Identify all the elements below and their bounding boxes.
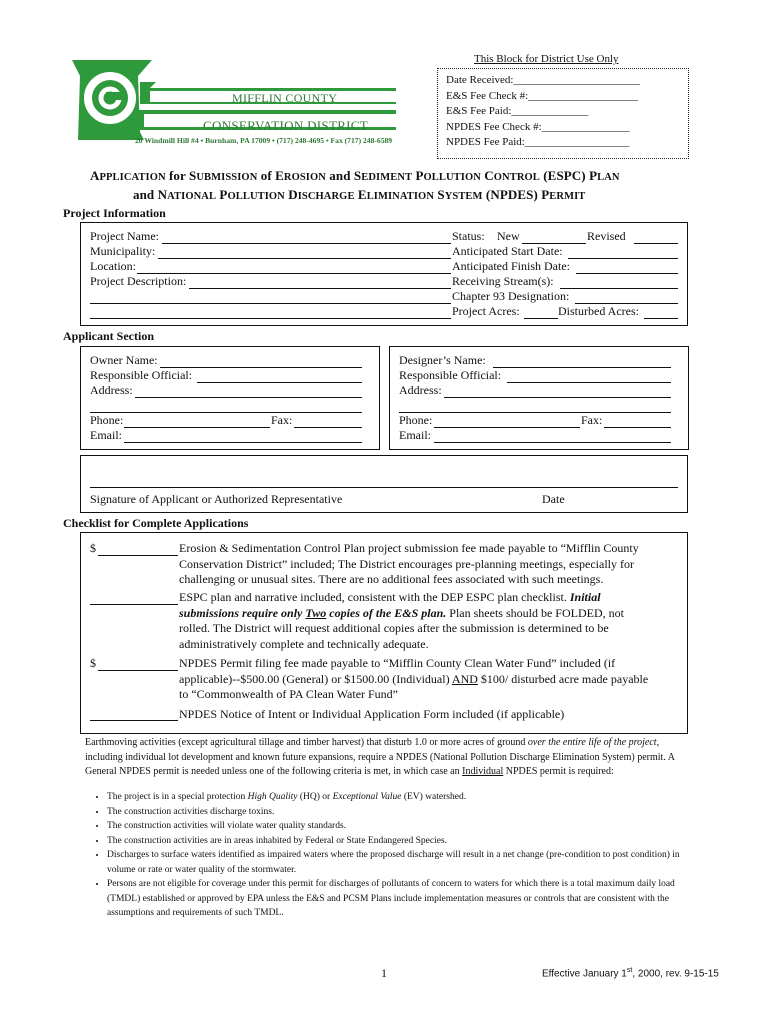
checklist-item4-text: NPDES Notice of Intent or Individual Application Form included (if applicable) xyxy=(179,707,565,721)
receiving-stream-label: Receiving Stream(s): xyxy=(452,274,554,288)
start-date-input[interactable] xyxy=(568,258,678,259)
owner-address-input-2[interactable] xyxy=(90,412,362,413)
finish-date-label: Anticipated Finish Date: xyxy=(452,259,570,273)
date-received-field[interactable]: Date Received:_______________________ xyxy=(446,74,640,86)
designer-name-label: Designer’s Name: xyxy=(399,353,486,367)
checklist-item1-dollar: $ xyxy=(90,541,96,555)
owner-fax-input[interactable] xyxy=(294,427,362,428)
status-new-option: New xyxy=(497,229,520,243)
project-name-input[interactable] xyxy=(162,243,451,244)
location-label: Location: xyxy=(90,259,136,273)
project-acres-input[interactable] xyxy=(524,318,558,319)
designer-email-input[interactable] xyxy=(434,442,671,443)
es-fee-paid-field[interactable]: E&S Fee Paid:______________ xyxy=(446,105,589,117)
signature-label: Signature of Applicant or Authorized Representative xyxy=(90,492,343,506)
owner-official-input[interactable] xyxy=(197,382,362,383)
checklist-item2-blank[interactable] xyxy=(90,604,178,605)
designer-phone-label: Phone: xyxy=(399,413,433,427)
project-description-label: Project Description: xyxy=(90,274,187,288)
criteria-item: • Persons are not eligible for coverage under this permit for discharges of pollutants of concern to waters for which there is a total maximum daily load (TMDL) established or approved by EPA unless the E&S and PCSM Plans include implementation measures or controls that are consistent with the assumptions and requirements of such TMDL. xyxy=(107,877,701,921)
signature-date-label: Date xyxy=(542,492,565,506)
designer-address-label: Address: xyxy=(399,383,442,397)
criteria-item: • The construction activities are in areas inhabited by Federal or State Endangered Species. xyxy=(107,834,701,849)
chapter93-label: Chapter 93 Designation: xyxy=(452,289,570,303)
npdes-fee-paid-field[interactable]: NPDES Fee Paid:___________________ xyxy=(446,136,630,148)
project-name-label: Project Name: xyxy=(90,229,159,243)
status-revised-option: Revised xyxy=(587,229,626,243)
owner-phone-input[interactable] xyxy=(124,427,270,428)
status-revised-input[interactable] xyxy=(634,243,678,244)
page-number: 1 xyxy=(381,966,387,980)
status-label: Status: xyxy=(452,229,485,243)
checklist-item2-text: ESPC plan and narrative included, consistent with the DEP ESPC plan checklist. Initial submissions require only Two copies of the E&S plan. Plan sheets should be FOLDED, not rolled. The District will request additional copies after the submission is determined to be administratively complete and technically adequate. xyxy=(179,590,624,651)
owner-official-label: Responsible Official: xyxy=(90,368,193,382)
criteria-item: • The construction activities discharge toxins. xyxy=(107,805,701,820)
municipality-label: Municipality: xyxy=(90,244,156,258)
criteria-item: • Discharges to surface waters identified as impaired waters where the proposed discharge will result in a net change (pre-condition to post condition) in volume or rate or water quality of the stormwater. xyxy=(107,848,701,877)
owner-address-input-1[interactable] xyxy=(135,397,362,398)
owner-fax-label: Fax: xyxy=(271,413,293,427)
checklist-heading: Checklist for Complete Applications xyxy=(63,516,249,530)
owner-email-input[interactable] xyxy=(124,442,362,443)
es-fee-check-field[interactable]: E&S Fee Check #:____________________ xyxy=(446,89,639,102)
owner-name-label: Owner Name: xyxy=(90,353,158,367)
receiving-stream-input[interactable] xyxy=(560,288,678,289)
municipality-input[interactable] xyxy=(158,258,451,259)
finish-date-input[interactable] xyxy=(576,273,678,274)
disturbed-acres-input[interactable] xyxy=(644,318,678,319)
project-description-input-2[interactable] xyxy=(90,303,451,304)
designer-official-label: Responsible Official: xyxy=(399,368,502,382)
county-name: MIFFLIN COUNTY xyxy=(232,91,338,105)
applicant-heading: Applicant Section xyxy=(63,329,155,343)
npdes-requirement-paragraph: Earthmoving activities (except agricultural tillage and timber harvest) that disturb 1.0 or more acres of ground over the entire life of the project, including individual lot development and known future expansions, require a NPDES (National Pollution Discharge Elimination System) permit. A General NPDES permit is needed unless one of the following criteria is met, in which case an Individual NPDES permit is required: xyxy=(85,737,675,777)
signature-input[interactable] xyxy=(90,487,678,488)
npdes-fee-check-field[interactable]: NPDES Fee Check #:________________ xyxy=(446,120,630,133)
designer-name-input[interactable] xyxy=(493,367,671,368)
effective-date: Effective January 1st, 2000, rev. 9-15-15 xyxy=(542,967,719,980)
checklist-item3-dollar: $ xyxy=(90,656,96,670)
start-date-label: Anticipated Start Date: xyxy=(452,244,563,258)
designer-fax-label: Fax: xyxy=(581,413,603,427)
criteria-item: • The construction activities will violate water quality standards. xyxy=(107,819,701,834)
project-description-input-3[interactable] xyxy=(90,318,451,319)
owner-phone-label: Phone: xyxy=(90,413,124,427)
checklist-item1-text: Erosion & Sedimentation Control Plan project submission fee made payable to “Mifflin County Conservation District” included; The District encourages pre-planning meetings, especially for challenging or unusual sites. There are no additional fees associated with such meetings. xyxy=(179,541,639,586)
designer-email-label: Email: xyxy=(399,428,431,442)
project-acres-label: Project Acres: xyxy=(452,304,520,318)
project-description-input-1[interactable] xyxy=(189,288,451,289)
checklist-item1-blank[interactable] xyxy=(98,555,178,556)
disturbed-acres-label: Disturbed Acres: xyxy=(558,304,639,318)
designer-official-input[interactable] xyxy=(507,382,671,383)
district-block-fields xyxy=(446,73,640,151)
checklist-item3-text: NPDES Permit filing fee made payable to “Mifflin County Clean Water Fund” included (if applicable)--$500.00 (General) or $1500.00 (Individual) AND $100/ disturbed acre made payable to “Commonwealth of PA Clean Water Fund” xyxy=(179,656,649,701)
designer-address-input-2[interactable] xyxy=(399,412,671,413)
criteria-list xyxy=(61,790,701,921)
district-address: 20 Windmill Hill #4 • Burnham, PA 17009 • (717) 248-4695 • Fax (717) 248-6589 xyxy=(135,136,393,145)
checklist-item3-blank[interactable] xyxy=(98,670,178,671)
district-block-title: This Block for District Use Only xyxy=(474,53,619,65)
owner-address-label: Address: xyxy=(90,383,133,397)
form-title-line1: APPLICATION for SUBMISSION of EROSION and SEDIMENT POLLUTION CONTROL (ESPC) PLAN xyxy=(90,168,620,183)
criteria-item: • The project is in a special protection High Quality (HQ) or Exceptional Value (EV) watershed. xyxy=(107,790,701,805)
designer-phone-input[interactable] xyxy=(434,427,580,428)
checklist-item4-blank[interactable] xyxy=(90,720,178,721)
project-heading: Project Information xyxy=(63,206,166,220)
designer-address-input-1[interactable] xyxy=(444,397,671,398)
owner-email-label: Email: xyxy=(90,428,122,442)
designer-fax-input[interactable] xyxy=(604,427,671,428)
district-name: CONSERVATION DISTRICT xyxy=(203,118,369,133)
form-title-line2: and NATIONAL POLLUTION DISCHARGE ELIMINATION SYSTEM (NPDES) PERMIT xyxy=(133,187,586,202)
